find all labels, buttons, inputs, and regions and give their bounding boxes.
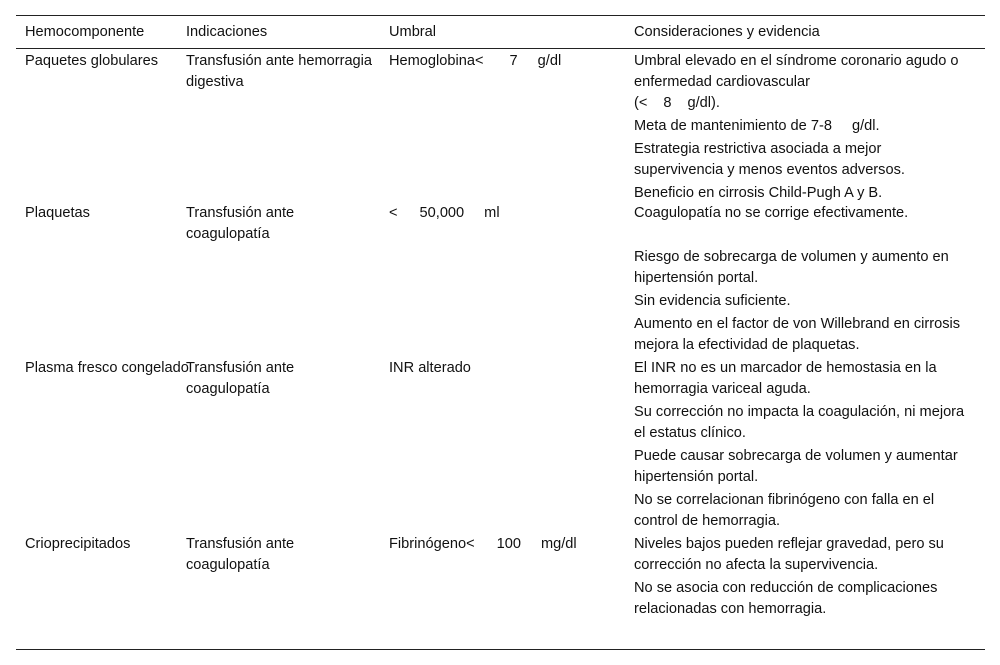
header-indicaciones: Indicaciones <box>186 24 268 40</box>
cell-threshold <box>389 51 629 72</box>
note: Coagulopatía no se corrige efectivamente. <box>634 205 909 221</box>
threshold-label: Hemoglobina< <box>389 53 484 69</box>
threshold-value: 7 <box>509 53 518 69</box>
table-row <box>16 49 985 203</box>
cell-indication: Transfusión ante coagulopatía <box>186 360 295 397</box>
cell-component: Paquetes globulares <box>25 53 159 69</box>
note: El INR no es un marcador de hemostasia en la hemorragia variceal aguda. <box>634 360 937 397</box>
header-hemocomponente: Hemocomponente <box>25 24 145 40</box>
threshold-value: 50,000 <box>419 205 465 221</box>
cell-indication: Transfusión ante coagulopatía <box>186 205 295 242</box>
note: Niveles bajos pueden reflejar gravedad, pero su corrección no afecta la supervivencia. <box>634 536 944 573</box>
note: Puede causar sobrecarga de volumen y aumentar hipertensión portal. <box>634 448 958 485</box>
note-unit: g/dl). <box>687 95 720 111</box>
cell-component: Plaquetas <box>25 205 90 221</box>
cell-threshold: INR alterado <box>389 360 471 376</box>
note: Umbral elevado en el síndrome coronario agudo o enfermedad cardiovascular (< 8 g/dl). <box>634 53 959 111</box>
cell-indication: Transfusión ante coagulopatía <box>186 536 295 573</box>
threshold-label: Fibrinógeno< <box>389 536 475 552</box>
note: Riesgo de sobrecarga de volumen y aumento en hipertensión portal. <box>634 249 949 286</box>
cell-indication: Transfusión ante hemorragia digestiva <box>186 53 373 90</box>
cell-notes <box>634 534 974 622</box>
note: No se correlacionan fibrinógeno con falla en el control de hemorragia. <box>634 492 935 529</box>
table-bottom-rule <box>16 649 985 650</box>
transfusion-table <box>16 15 985 644</box>
note: Meta de mantenimiento de 7-8 g/dl. <box>634 118 880 134</box>
note: Estrategia restrictiva asociada a mejor supervivencia y menos eventos adversos. <box>634 141 905 178</box>
table-row <box>16 203 985 358</box>
table-header <box>16 16 985 49</box>
cell-notes <box>634 203 974 358</box>
threshold-unit: mg/dl <box>540 536 577 552</box>
note-open: (< <box>634 95 648 111</box>
cell-notes <box>634 358 974 534</box>
threshold-value: 100 <box>496 536 521 552</box>
cell-notes <box>634 51 974 206</box>
note: Su corrección no impacta la coagulación, ni mejora el estatus clínico. <box>634 404 965 441</box>
header-consideraciones: Consideraciones y evidencia <box>634 24 820 40</box>
note: Beneficio en cirrosis Child-Pugh A y B. <box>634 185 883 201</box>
threshold-unit: ml <box>484 205 500 221</box>
cell-threshold <box>389 534 629 555</box>
note: Aumento en el factor de von Willebrand en cirrosis mejora la efectividad de plaquetas. <box>634 316 961 353</box>
note: Sin evidencia suficiente. <box>634 293 791 309</box>
table-row <box>16 358 985 534</box>
header-umbral: Umbral <box>389 24 437 40</box>
note-value: 8 <box>663 95 672 111</box>
threshold-unit: g/dl <box>537 53 562 69</box>
note: No se asocia con reducción de complicaciones relacionadas con hemorragia. <box>634 580 938 617</box>
table-row <box>16 534 985 644</box>
cell-component: Crioprecipitados <box>25 536 131 552</box>
cell-threshold <box>389 203 629 224</box>
cell-component: Plasma fresco congelado <box>25 360 189 376</box>
threshold-label: < <box>389 205 398 221</box>
